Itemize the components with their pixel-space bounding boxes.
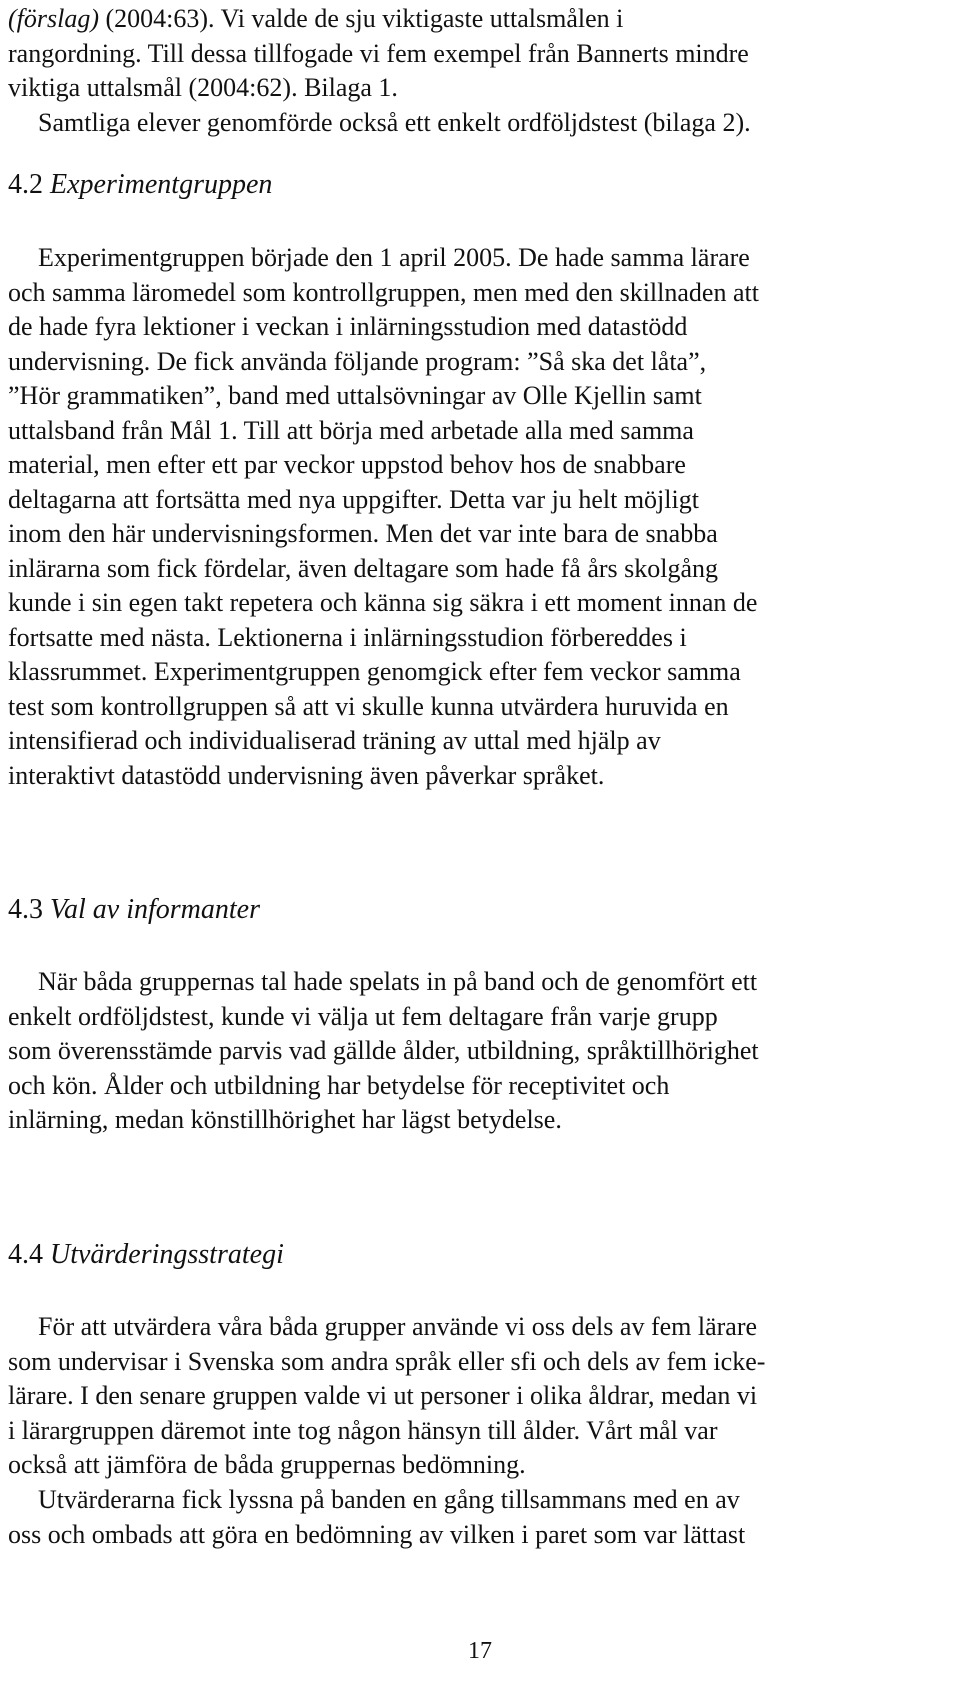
text-line: Samtliga elever genomförde också ett enkelt ordföljdstest (bilaga 2).	[38, 107, 751, 137]
italic-text: (förslag)	[8, 4, 99, 33]
text-line: enkelt ordföljdstest, kunde vi välja ut fem deltagare från varje grupp	[8, 1001, 718, 1031]
text-line: undervisning. De fick använda följande program: ”Så ska det låta”,	[8, 346, 707, 376]
section-4-2-paragraph	[8, 241, 948, 793]
text-line: klassrummet. Experimentgruppen genomgick efter fem veckor samma	[8, 657, 741, 686]
section-title: Experimentgruppen	[50, 169, 273, 200]
text-line	[8, 2, 948, 37]
text-line: material, men efter ett par veckor uppstod behov hos de snabbare	[8, 450, 686, 479]
section-number: 4.4	[8, 1239, 43, 1270]
text-line: viktiga uttalsmål (2004:62). Bilaga 1.	[8, 73, 398, 102]
text-line: och kön. Ålder och utbildning har betydelse för receptivitet och	[8, 1070, 670, 1100]
top-paragraph	[8, 2, 948, 140]
text-line: som överensstämde parvis vad gällde ålder, utbildning, språktillhörighet	[8, 1036, 759, 1065]
text-line: deltagarna att fortsätta med nya uppgifter. Detta var ju helt möjligt	[8, 484, 699, 514]
section-title: Utvärderingsstrategi	[50, 1239, 284, 1270]
text-line: intensifierad och individualiserad träning av uttal med hjälp av	[8, 726, 661, 755]
text-line: och samma läromedel som kontrollgruppen, men med den skillnaden att	[8, 277, 759, 307]
section-4-4-paragraph	[8, 1310, 948, 1483]
text-line: Utvärderarna fick lyssna på banden en gång tillsammans med en av	[38, 1485, 740, 1514]
text-line: rangordning. Till dessa tillfogade vi fem exempel från Bannerts mindre	[8, 38, 749, 68]
section-4-4-paragraph-2	[8, 1483, 948, 1552]
section-heading-4-4	[8, 1238, 284, 1272]
text-line: interaktivt datastödd undervisning även påverkar språket.	[8, 760, 605, 790]
text-line: oss och ombads att göra en bedömning av vilken i paret som var lättast	[8, 1519, 746, 1549]
text-line-content: (2004:63). Vi valde de sju viktigaste uttalsmålen i	[105, 4, 624, 33]
text-line: inom den här undervisningsformen. Men det var inte bara de snabba	[8, 519, 718, 548]
text-line: de hade fyra lektioner i veckan i inlärningsstudion med datastödd	[8, 312, 688, 341]
text-line: För att utvärdera våra båda grupper använde vi oss dels av fem lärare	[38, 1312, 758, 1341]
text-line: test som kontrollgruppen så att vi skulle kunna utvärdera huruvida en	[8, 691, 729, 721]
text-line: också att jämföra de båda gruppernas bedömning.	[8, 1450, 526, 1479]
text-line: När båda gruppernas tal hade spelats in på band och de genomfört ett	[38, 967, 758, 996]
page-number: 17	[468, 1638, 492, 1664]
text-line: ”Hör grammatiken”, band med uttalsövningar av Olle Kjellin samt	[8, 381, 702, 410]
section-number: 4.3	[8, 894, 43, 925]
text-line: i lärargruppen däremot inte tog någon hänsyn till ålder. Vårt mål var	[8, 1415, 718, 1445]
text-line: inlärning, medan könstillhörighet har lägst betydelse.	[8, 1105, 562, 1134]
text-line: Experimentgruppen började den 1 april 2005. De hade samma lärare	[38, 243, 750, 272]
section-title: Val av informanter	[50, 894, 260, 925]
text-line: uttalsband från Mål 1. Till att börja med arbetade alla med samma	[8, 415, 694, 445]
text-line: fortsatte med nästa. Lektionerna i inlärningsstudion förbereddes i	[8, 622, 687, 652]
text-line: kunde i sin egen takt repetera och känna sig säkra i ett moment innan de	[8, 588, 758, 617]
section-4-3-paragraph	[8, 965, 948, 1138]
section-heading-4-2	[8, 168, 272, 202]
text-line: inlärarna som fick fördelar, även deltagare som hade få års skolgång	[8, 553, 719, 583]
text-line: som undervisar i Svenska som andra språk eller sfi och dels av fem icke-	[8, 1346, 766, 1376]
text-line: lärare. I den senare gruppen valde vi ut personer i olika åldrar, medan vi	[8, 1381, 758, 1410]
section-number: 4.2	[8, 169, 43, 200]
section-heading-4-3	[8, 893, 260, 927]
